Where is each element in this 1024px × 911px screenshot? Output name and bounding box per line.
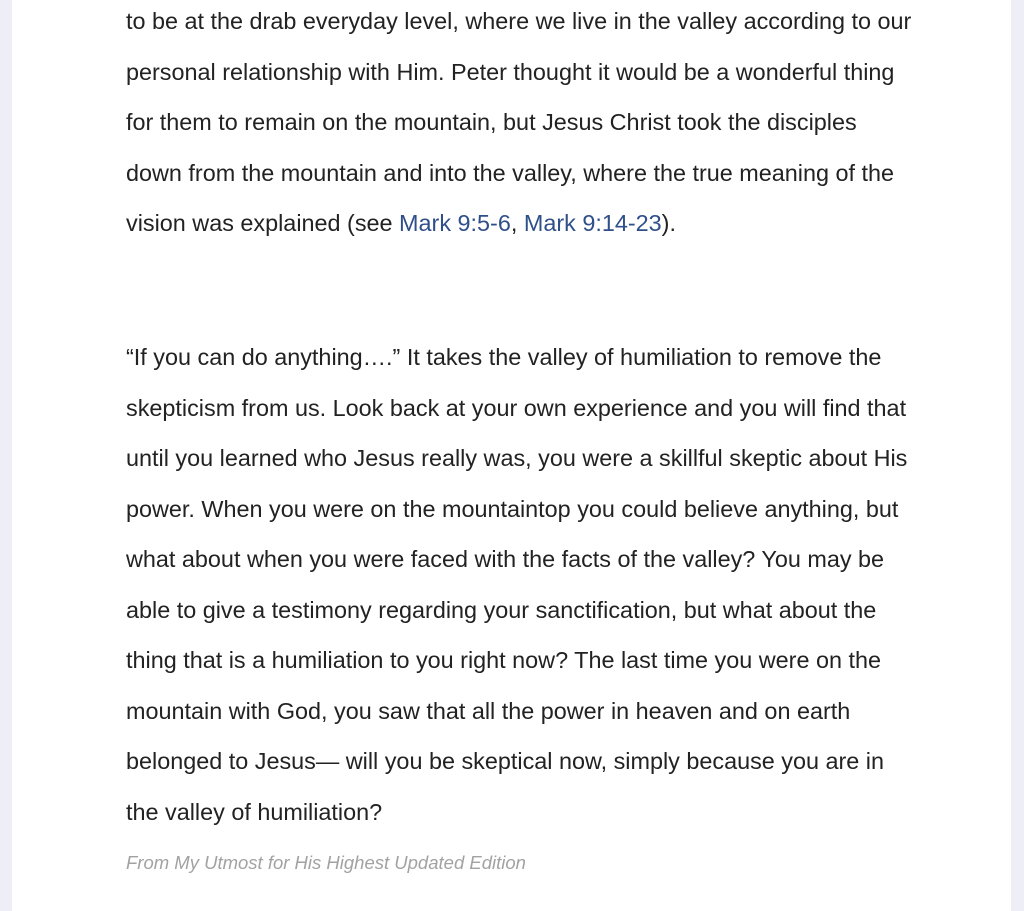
paragraph-1-end: ). [661,210,676,236]
page-surface [12,0,1011,911]
scripture-link-mark-9-5-6[interactable]: Mark 9:5-6 [399,210,511,236]
scripture-link-mark-9-14-23[interactable]: Mark 9:14-23 [523,210,662,236]
paragraph-1 [126,0,916,249]
source-attribution: From My Utmost for His Highest Updated Edition [126,852,526,873]
link-separator: , [510,210,524,236]
paragraph-1-text: to be at the drab everyday level, where we live in the valley according to our personal relationship with Him. Peter thought it would be a wonderful thing for them to remain on the mountain, but Jesus Christ took the disciples down from the mountain and into the valley, where the true meaning of the vision was explained (see [126,8,912,236]
paragraph-2: “If you can do anything….” It takes the valley of humiliation to remove the skepticism from us. Look back at your own experience and you will find that until you learned who Jesus really was, you were a skillful skeptic about His power. When you were on the mountaintop you could believe anything, but what about when you were faced with the facts of the valley? You may be able to give a testimony regarding your sanctification, but what about the thing that is a humiliation to you right now? The last time you were on the mountain with God, you saw that all the power in heaven and on earth belonged to Jesus— will you be skeptical now, simply because you are in the valley of humiliation? [126,344,908,825]
